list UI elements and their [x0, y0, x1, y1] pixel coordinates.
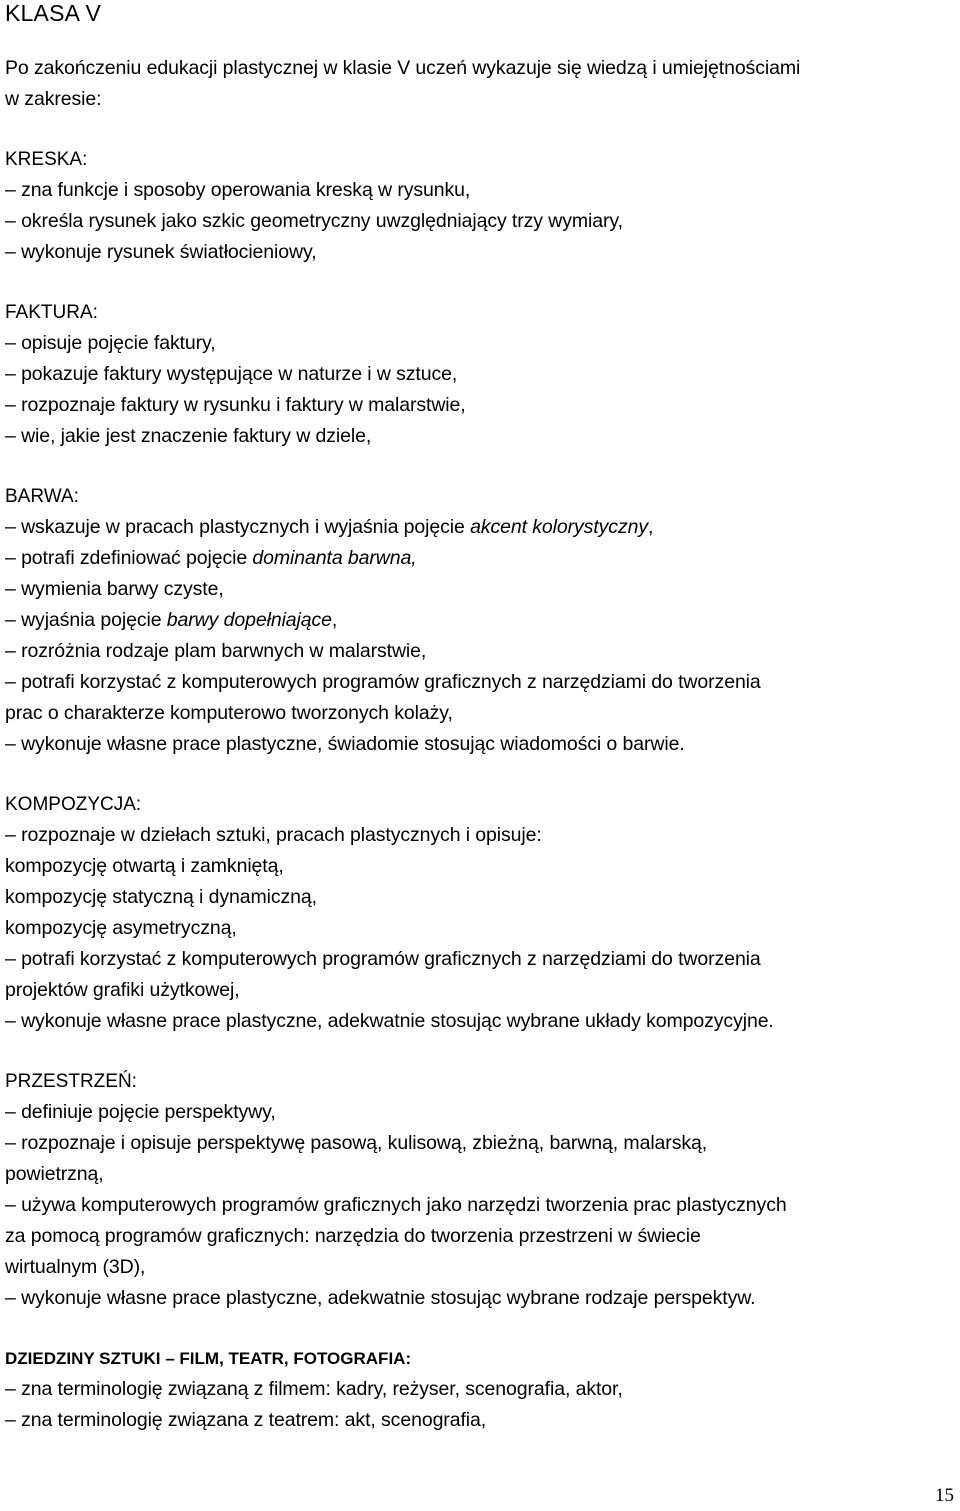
- text-segment: – rozpoznaje faktury w rysunku i faktury w malarstwie,: [5, 394, 466, 416]
- document-page: [5, 0, 950, 1436]
- intro-paragraph: [5, 53, 950, 115]
- text-segment: – potrafi korzystać z komputerowych programów graficznych z narzędziami do tworzenia: [5, 948, 761, 970]
- list-item: [5, 1221, 950, 1252]
- italic-term: barwy dopełniające: [166, 609, 332, 631]
- page-title: KLASA V: [5, 0, 102, 26]
- text-segment: – definiuje pojęcie perspektywy,: [5, 1101, 276, 1123]
- text-segment: – określa rysunek jako szkic geometryczny uwzględniający trzy wymiary,: [5, 210, 623, 232]
- text-segment: – potrafi korzystać z komputerowych programów graficznych z narzędziami do tworzenia: [5, 671, 761, 693]
- section-heading: BARWA:: [5, 486, 79, 507]
- list-item: [5, 698, 950, 729]
- text-segment: – wskazuje w pracach plastycznych i wyjaśnia pojęcie: [5, 516, 471, 538]
- list-item: [5, 1405, 950, 1436]
- list-item: [5, 574, 950, 605]
- text-segment: – używa komputerowych programów graficznych jako narzędzi tworzenia prac plastycznych: [5, 1194, 787, 1216]
- list-item: [5, 729, 950, 760]
- text-segment: kompozycję statyczną i dynamiczną,: [5, 886, 317, 908]
- list-item: [5, 175, 950, 206]
- list-item: [5, 421, 950, 452]
- text-segment: – zna funkcje i sposoby operowania kreską w rysunku,: [5, 179, 471, 201]
- section: [5, 789, 950, 1037]
- list-item: [5, 882, 950, 913]
- list-item: [5, 605, 950, 636]
- section: [5, 1066, 950, 1314]
- text-segment: kompozycję asymetryczną,: [5, 917, 237, 939]
- text-segment: wirtualnym (3D),: [5, 1256, 146, 1278]
- list-item: [5, 206, 950, 237]
- section: [5, 144, 950, 268]
- list-item: [5, 975, 950, 1006]
- list-item: [5, 328, 950, 359]
- list-item: [5, 820, 950, 851]
- text-segment: – wie, jakie jest znaczenie faktury w dziele,: [5, 425, 372, 447]
- section: [5, 1343, 950, 1436]
- text-segment: prac o charakterze komputerowo tworzonych kolaży,: [5, 702, 453, 724]
- list-item: [5, 1374, 950, 1405]
- list-item: [5, 1128, 950, 1159]
- list-item: [5, 512, 950, 543]
- list-item: [5, 1097, 950, 1128]
- text-segment: – zna terminologię związana z teatrem: akt, scenografia,: [5, 1409, 487, 1431]
- text-segment: – wykonuje rysunek światłocieniowy,: [5, 241, 317, 263]
- list-item: [5, 1006, 950, 1037]
- text-segment: – wymienia barwy czyste,: [5, 578, 224, 600]
- text-segment: – rozpoznaje w dziełach sztuki, pracach plastycznych i opisuje:: [5, 824, 542, 846]
- section: [5, 481, 950, 760]
- list-item: [5, 636, 950, 667]
- intro-line: w zakresie:: [5, 88, 102, 110]
- section-heading: KOMPOZYCJA:: [5, 794, 142, 815]
- section-heading: PRZESTRZEŃ:: [5, 1071, 137, 1092]
- section: [5, 297, 950, 452]
- text-segment: – wykonuje własne prace plastyczne, adekwatnie stosując wybrane rodzaje perspektyw.: [5, 1287, 756, 1309]
- list-item: [5, 1159, 950, 1190]
- list-item: [5, 851, 950, 882]
- text-segment: – opisuje pojęcie faktury,: [5, 332, 216, 354]
- text-segment: – pokazuje faktury występujące w naturze i w sztuce,: [5, 363, 458, 385]
- list-item: [5, 543, 950, 574]
- text-segment: – rozpoznaje i opisuje perspektywę pasową, kulisową, zbieżną, barwną, malarską,: [5, 1132, 708, 1154]
- list-item: [5, 390, 950, 421]
- text-segment: – wykonuje własne prace plastyczne, świadomie stosując wiadomości o barwie.: [5, 733, 685, 755]
- text-segment: – potrafi zdefiniować pojęcie: [5, 547, 253, 569]
- text-segment: ,: [648, 516, 654, 538]
- section-heading: FAKTURA:: [5, 302, 98, 323]
- sections-container: [5, 144, 950, 1436]
- section-heading: DZIEDZINY SZTUKI – FILM, TEATR, FOTOGRAFIA:: [5, 1349, 412, 1368]
- list-item: [5, 913, 950, 944]
- italic-term: dominanta barwna,: [252, 547, 417, 569]
- list-item: [5, 1252, 950, 1283]
- list-item: [5, 1190, 950, 1221]
- text-segment: projektów grafiki użytkowej,: [5, 979, 240, 1001]
- section-heading: KRESKA:: [5, 149, 88, 170]
- list-item: [5, 359, 950, 390]
- list-item: [5, 944, 950, 975]
- text-segment: – wykonuje własne prace plastyczne, adekwatnie stosując wybrane układy kompozycyjne.: [5, 1010, 774, 1032]
- page-number: 15: [935, 1485, 954, 1506]
- text-segment: – zna terminologię związaną z filmem: kadry, reżyser, scenografia, aktor,: [5, 1378, 623, 1400]
- text-segment: – wyjaśnia pojęcie: [5, 609, 167, 631]
- list-item: [5, 237, 950, 268]
- text-segment: za pomocą programów graficznych: narzędzia do tworzenia przestrzeni w świecie: [5, 1225, 701, 1247]
- text-segment: powietrzną,: [5, 1163, 104, 1185]
- text-segment: – rozróżnia rodzaje plam barwnych w malarstwie,: [5, 640, 427, 662]
- text-segment: ,: [331, 609, 338, 631]
- list-item: [5, 667, 950, 698]
- list-item: [5, 1283, 950, 1314]
- intro-line: Po zakończeniu edukacji plastycznej w klasie V uczeń wykazuje się wiedzą i umiejętnościami: [5, 57, 801, 79]
- italic-term: akcent kolorystyczny: [470, 516, 648, 538]
- text-segment: kompozycję otwartą i zamkniętą,: [5, 855, 284, 877]
